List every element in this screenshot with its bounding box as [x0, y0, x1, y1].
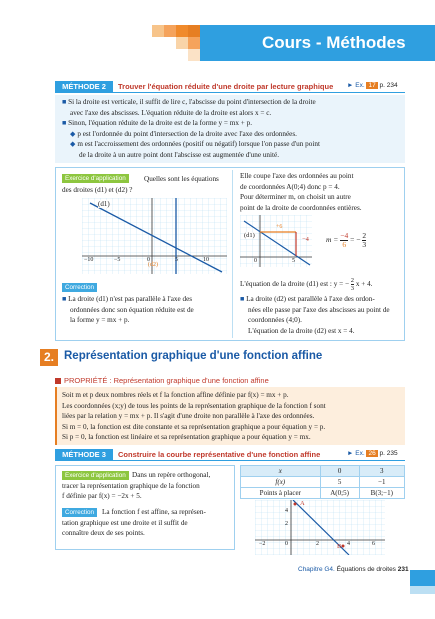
methode3-correction: La fonction f est affine, sa représen- tation graphique est une droite et il suffit de connaître deux de ses points. — [62, 508, 206, 537]
graph2-label-0: 0 — [254, 258, 257, 264]
graph2-label-minus4: −4 — [302, 236, 309, 243]
page-footer — [298, 566, 409, 573]
table-header-3: 3 — [359, 466, 404, 477]
table-cell: A(0;5) — [320, 488, 359, 499]
graph3-tick-x4: 4 — [347, 541, 350, 547]
ex-page: p. 234 — [379, 82, 398, 89]
bullet-p: ◆ p est l'ordonnée du point d'intersection de la droite avec l'axe des ordonnées. — [70, 129, 297, 138]
propriete-square — [55, 378, 61, 384]
exercise1-tag: Exercice d'application — [62, 174, 129, 183]
graph2-label-d1: (d1) — [244, 232, 255, 239]
graph1-label-d1: (d1) — [98, 200, 110, 208]
graph3-tick-xm2: −2 — [259, 541, 266, 547]
footer-page-number: 231 — [397, 566, 409, 573]
exercise1-correction-right: ■ La droite (d2) est parallèle à l'axe des ordon- nées elle passe par l'axe des abscisses au point de coordonnées (4;0). L'équation de la droite (d2) est x = 4. — [240, 295, 390, 335]
graph2-label-5: 5 — [292, 258, 295, 264]
header-decoration — [152, 25, 200, 61]
graph1-label-d2: (d2) — [148, 262, 158, 268]
graph3-point-A: A — [300, 500, 305, 507]
graph2-label-plus6: +6 — [276, 224, 283, 230]
propriete-label: PROPRIÉTÉ : Représentation graphique d'une fonction affine — [64, 376, 269, 385]
methode3-underline — [55, 460, 405, 461]
bullet-otherwise: ■ Sinon, l'équation réduite de la droite est de la forme y = mx + p. — [62, 119, 252, 127]
page-title: Cours - Méthodes — [262, 33, 406, 52]
graph3-tick-x2: 2 — [316, 541, 319, 547]
table-cell: B(3;−1) — [359, 488, 404, 499]
graph1-tick-m5: −5 — [114, 257, 121, 263]
methode2-title: Trouver l'équation réduite d'une droite par lecture graphique — [118, 82, 334, 91]
exercise1-correction-tag: Correction — [62, 283, 97, 292]
methode2-underline — [55, 92, 405, 93]
methode2-text — [62, 97, 402, 160]
exercise1-question: Quelles sont les équations des droites (d1) et (d2) ? — [62, 175, 219, 194]
bullet-m-cont: de la droite à un autre point dont l'abscisse est augmentée d'une unité. — [79, 150, 279, 159]
table-row-fx: f(x) — [241, 477, 321, 488]
table-cell: 5 — [320, 477, 359, 488]
graph-f — [255, 500, 385, 555]
table-row-points: Points à placer — [241, 488, 321, 499]
values-table — [240, 465, 405, 499]
footer-chapter: Chapitre G4. — [298, 566, 335, 573]
equation-d1: L'équation de la droite (d1) est : y = − $\frac{2}{3}$ x + 4. — [240, 277, 373, 292]
methode3-correction-tag: Correction — [62, 508, 97, 517]
graph3-tick-y2: 2 — [285, 521, 288, 527]
methode3-exercise-ref[interactable] — [347, 450, 398, 457]
graph1-tick-10: 10 — [203, 257, 209, 263]
graph1-tick-0: 0 — [147, 257, 150, 263]
graph3-tick-y4: 4 — [285, 508, 288, 514]
slope-formula: m = $\frac{-4}{6}$ = − $\frac{2}{3}$ — [326, 231, 367, 249]
table-cell: −1 — [359, 477, 404, 488]
bullet-vertical-cont: avec l'axe des abscisses. L'équation réduite de la droite est alors x = c. — [70, 108, 272, 117]
bullet-m: ◆ m est l'accroissement des ordonnées (positif ou négatif) lorsque l'on passe d'un point — [70, 140, 320, 148]
graph3-tick-x0: 0 — [285, 541, 288, 547]
methode3-title: Construire la courbe représentative d'une fonction affine — [118, 450, 321, 459]
methode2-exercise-ref[interactable] — [347, 82, 398, 89]
footer-tab — [410, 570, 435, 586]
exercise1-right-text: Elle coupe l'axe des ordonnées au point de coordonnées A(0;4) donc p = 4. Pour déterminer m, on choisit un autre point de la droite de coordonnées entières. — [240, 172, 362, 212]
methode3-question: Dans un repère orthogonal, tracer la représentation graphique de la fonction f définie par f(x) = −2x + 5. — [62, 471, 211, 500]
methode3-badge: MÉTHODE 3 — [55, 449, 113, 460]
table-header-0: 0 — [320, 466, 359, 477]
section2-title: Représentation graphique d'une fonction affine — [64, 350, 323, 362]
section2-number: 2. — [40, 349, 58, 366]
ex-prefix: ► Ex. — [347, 82, 365, 89]
propriete-text: Soit m et p deux nombres réels et f la fonction affine définie par f(x) = mx + p. Les coordonnées (x;y) de tous les points de la représentation graphique de la fonction f sont liées par la relation y = mx + p. Il s'agit d'une droite non parallèle à l'axe des ordonnées. Si m = 0, la fonction est dite constante et sa représentation graphique a pour équation y = p. Si p = 0, la fonction est linéaire et sa représentation graphique a pour équation y = mx. — [62, 391, 326, 441]
footer-tab-light — [410, 586, 435, 594]
graph3-point-B: B — [337, 543, 342, 550]
table-header-x: x — [241, 466, 321, 477]
ex-prefix: ► Ex. — [347, 450, 365, 457]
graph3-tick-x6: 6 — [372, 541, 375, 547]
ex-number-badge: 17 — [368, 82, 376, 89]
footer-title: Équations de droites — [336, 566, 396, 573]
ex-page: p. 235 — [379, 450, 398, 457]
bullet-vertical: ■ Si la droite est verticale, il suffit de lire c, l'abscisse du point d'intersection de la droite — [62, 98, 316, 106]
graph1-tick-m10: −10 — [84, 257, 94, 263]
graph1-tick-5: 5 — [175, 257, 178, 263]
exercise1-correction-left: ■ La droite (d1) n'est pas parallèle à l'axe des ordonnées donc son équation réduite est de la forme y = mx + p. — [62, 295, 194, 324]
exercise1-divider — [232, 170, 233, 338]
methode2-badge: MÉTHODE 2 — [55, 81, 113, 92]
ex-number-badge: 26 — [368, 450, 376, 457]
methode3-tag: Exercice d'application — [62, 471, 129, 480]
